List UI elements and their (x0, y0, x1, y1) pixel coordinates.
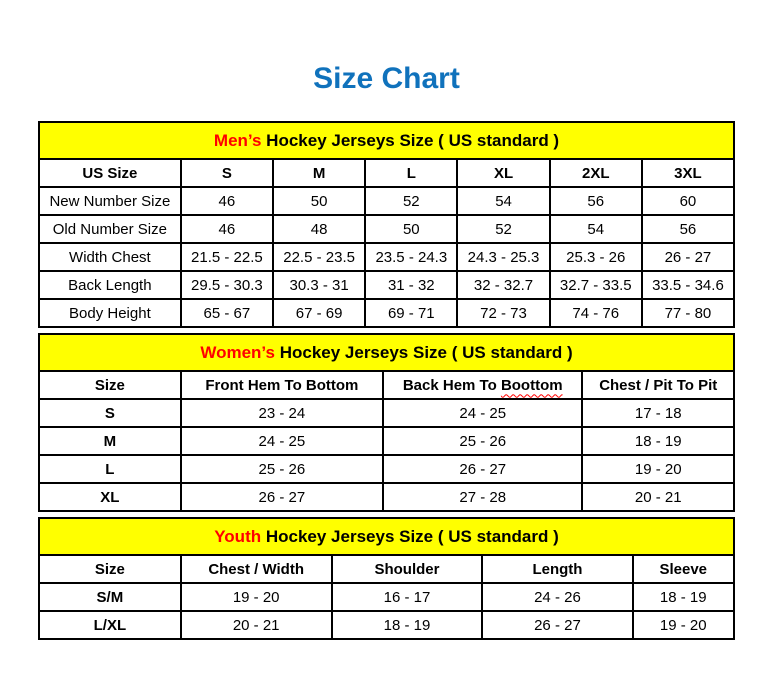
mens-header-row (39, 159, 734, 187)
row-label: S (39, 399, 181, 427)
table-cell: 20 - 21 (181, 611, 332, 639)
table-cell: 27 - 28 (383, 483, 582, 511)
row-label: XL (39, 483, 181, 511)
table-row (39, 583, 734, 611)
table-cell: 24 - 25 (383, 399, 582, 427)
row-label: Width Chest (39, 243, 181, 271)
table-cell: 32.7 - 33.5 (550, 271, 642, 299)
table-cell: 23 - 24 (181, 399, 383, 427)
table-cell: 26 - 27 (181, 483, 383, 511)
table-cell: 26 - 27 (383, 455, 582, 483)
size-chart-page (38, 0, 735, 640)
table-cell: 20 - 21 (582, 483, 734, 511)
table-cell: 52 (457, 215, 549, 243)
table-row (39, 427, 734, 455)
table-cell: 50 (273, 187, 365, 215)
table-cell: 24.3 - 25.3 (457, 243, 549, 271)
womens-band-row (39, 334, 734, 371)
womens-title-rest: Hockey Jerseys Size ( US standard ) (274, 342, 573, 362)
table-cell: 67 - 69 (273, 299, 365, 327)
table-cell: 32 - 32.7 (457, 271, 549, 299)
table-cell: 26 - 27 (642, 243, 734, 271)
row-label: Back Length (39, 271, 181, 299)
column-header (383, 371, 582, 399)
table-cell: 48 (273, 215, 365, 243)
table-row (39, 399, 734, 427)
column-header-text: Back Hem To (402, 376, 501, 394)
column-header: Shoulder (332, 555, 483, 583)
row-label: S/M (39, 583, 181, 611)
column-header: 3XL (642, 159, 734, 187)
youth-band-row (39, 518, 734, 555)
table-cell: 54 (550, 215, 642, 243)
womens-title-highlight: Women’s (200, 342, 275, 362)
column-header: M (273, 159, 365, 187)
table-row (39, 483, 734, 511)
mens-size-table (38, 121, 735, 328)
column-header: XL (457, 159, 549, 187)
table-row (39, 455, 734, 483)
table-row (39, 271, 734, 299)
table-cell: 69 - 71 (365, 299, 457, 327)
table-cell: 31 - 32 (365, 271, 457, 299)
column-header: Size (39, 555, 181, 583)
table-cell: 30.3 - 31 (273, 271, 365, 299)
youth-title-rest: Hockey Jerseys Size ( US standard ) (261, 526, 559, 546)
table-cell: 24 - 25 (181, 427, 383, 455)
table-cell: 65 - 67 (181, 299, 273, 327)
column-header: L (365, 159, 457, 187)
column-header: US Size (39, 159, 181, 187)
table-cell: 17 - 18 (582, 399, 734, 427)
table-cell: 16 - 17 (332, 583, 483, 611)
table-cell: 18 - 19 (582, 427, 734, 455)
row-label: Body Height (39, 299, 181, 327)
table-row (39, 299, 734, 327)
column-header: Sleeve (633, 555, 735, 583)
row-label: L/XL (39, 611, 181, 639)
mens-table-title (39, 122, 734, 159)
table-cell: 50 (365, 215, 457, 243)
table-row (39, 187, 734, 215)
column-header: Chest / Pit To Pit (582, 371, 734, 399)
table-cell: 18 - 19 (633, 583, 735, 611)
column-header: S (181, 159, 273, 187)
table-cell: 22.5 - 23.5 (273, 243, 365, 271)
womens-size-table (38, 333, 735, 512)
column-header: Front Hem To Bottom (181, 371, 383, 399)
youth-title-highlight: Youth (214, 526, 262, 546)
table-cell: 25 - 26 (181, 455, 383, 483)
mens-title-rest: Hockey Jerseys Size ( US standard ) (261, 130, 560, 150)
table-cell: 52 (365, 187, 457, 215)
table-cell: 74 - 76 (550, 299, 642, 327)
table-cell: 72 - 73 (457, 299, 549, 327)
misspelled-word: Boottom (500, 376, 563, 394)
youth-header-row (39, 555, 734, 583)
table-cell: 19 - 20 (181, 583, 332, 611)
row-label: M (39, 427, 181, 455)
column-header: Size (39, 371, 181, 399)
table-cell: 23.5 - 24.3 (365, 243, 457, 271)
youth-table-title (39, 518, 734, 555)
womens-table-title (39, 334, 734, 371)
table-row (39, 215, 734, 243)
table-cell: 77 - 80 (642, 299, 734, 327)
row-label: L (39, 455, 181, 483)
page-title: Size Chart (313, 62, 460, 95)
row-label: Old Number Size (39, 215, 181, 243)
column-header: 2XL (550, 159, 642, 187)
table-cell: 54 (457, 187, 549, 215)
column-header: Length (482, 555, 632, 583)
youth-size-table (38, 517, 735, 640)
table-cell: 25.3 - 26 (550, 243, 642, 271)
table-cell: 60 (642, 187, 734, 215)
column-header: Chest / Width (181, 555, 332, 583)
table-cell: 29.5 - 30.3 (181, 271, 273, 299)
mens-title-highlight: Men’s (213, 130, 262, 150)
row-label: New Number Size (39, 187, 181, 215)
table-row (39, 611, 734, 639)
table-cell: 19 - 20 (582, 455, 734, 483)
table-cell: 33.5 - 34.6 (642, 271, 734, 299)
table-cell: 19 - 20 (633, 611, 735, 639)
table-cell: 56 (642, 215, 734, 243)
table-cell: 18 - 19 (332, 611, 483, 639)
table-cell: 46 (181, 187, 273, 215)
table-cell: 24 - 26 (482, 583, 632, 611)
table-cell: 46 (181, 215, 273, 243)
table-row (39, 243, 734, 271)
table-cell: 25 - 26 (383, 427, 582, 455)
table-cell: 21.5 - 22.5 (181, 243, 273, 271)
mens-band-row (39, 122, 734, 159)
table-cell: 26 - 27 (482, 611, 632, 639)
womens-header-row (39, 371, 734, 399)
table-cell: 56 (550, 187, 642, 215)
